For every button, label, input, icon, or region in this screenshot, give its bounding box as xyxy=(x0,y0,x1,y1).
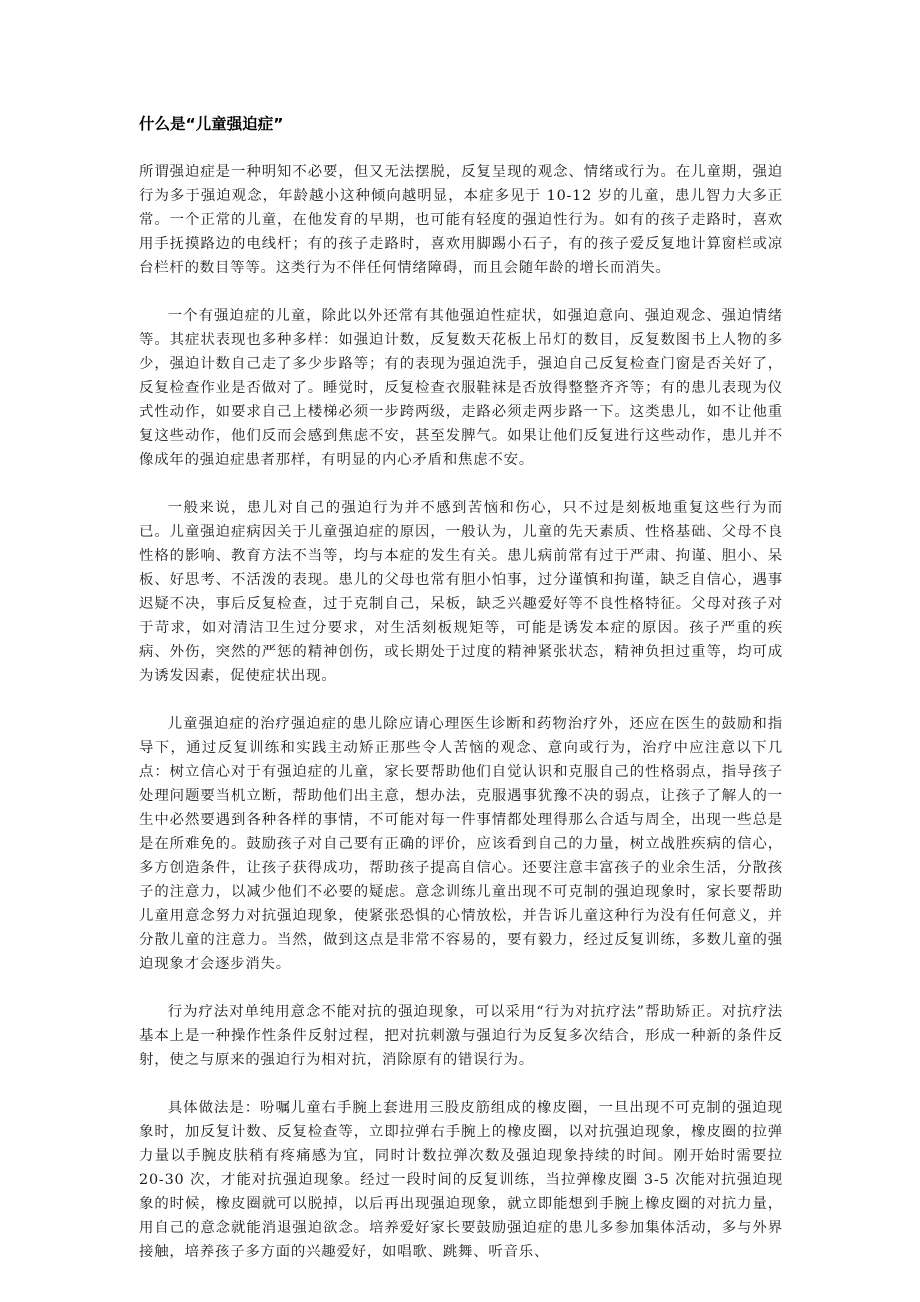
paragraph-causes: 一般来说，患儿对自己的强迫行为并不感到苦恼和伤心，只不过是刻板地重复这些行为而已。儿童强迫症病因关于儿童强迫症的原因，一般认为，儿童的先天素质、性格基础、父母不良性格的影响、教育方法不当等，均与本症的发生有关。患儿病前常有过于严肃、拘谨、胆小、呆板、好思考、不活泼的表现。患儿的父母也常有胆小怕事，过分谨慎和拘谨，缺乏自信心，遇事迟疑不决，事后反复检查，过于克制自己，呆板，缺乏兴趣爱好等不良性格特征。父母对孩子对于苛求，如对清洁卫生过分要求，对生活刻板规矩等，可能是诱发本症的原因。孩子严重的疾病、外伤，突然的严惩的精神创伤，或长期处于过度的精神紧张状态，精神负担过重等，均可成为诱发因素，促使症状出现。 xyxy=(139,500,783,684)
document-page xyxy=(139,112,783,1288)
paragraph-behavior-therapy: 行为疗法对单纯用意念不能对抗的强迫现象，可以采用“行为对抗疗法”帮助矫正。对抗疗法基本上是一种操作性条件反射过程，把对抗刺激与强迫行为反复多次结合，形成一种新的条件反射，使之与原来的强迫行为相对抗，消除原有的错误行为。 xyxy=(139,1004,783,1068)
paragraph-symptoms: 一个有强迫症的儿童，除此以外还常有其他强迫性症状，如强迫意向、强迫观念、强迫情绪等。其症状表现也多种多样：如强迫计数，反复数天花板上吊灯的数目，反复数图书上人物的多少，强迫计数自己走了多少步路等；有的表现为强迫洗手，强迫自己反复检查门窗是否关好了，反复检查作业是否做对了。睡觉时，反复检查衣服鞋袜是否放得整整齐齐等；有的患儿表现为仪式性动作，如要求自己上楼梯必须一步跨两级，走路必须走两步路一下。这类患儿，如不让他重复这些动作，他们反而会感到焦虑不安，甚至发脾气。如果让他们反复进行这些动作，患儿并不像成年的强迫症患者那样，有明显的内心矛盾和焦虑不安。 xyxy=(139,308,783,468)
document-title: 什么是“儿童强迫症” xyxy=(139,115,284,133)
paragraph-definition: 所谓强迫症是一种明知不必要，但又无法摆脱，反复呈现的观念、情绪或行为。在儿童期，强迫行为多于强迫观念，年龄越小这种倾向越明显，本症多见于 10-12 岁的儿童，患儿智力大多正常。一个正常的儿童，在他发育的早期，也可能有轻度的强迫性行为。如有的孩子走路时，喜欢用手抚摸路边的电线杆；有的孩子走路时，喜欢用脚踢小石子，有的孩子爱反复地计算窗栏或凉台栏杆的数目等等。这类行为不伴任何情绪障碍，而且会随年龄的增长而消失。 xyxy=(139,164,783,276)
paragraph-method: 具体做法是：吩嘱儿童右手腕上套进用三股皮筋组成的橡皮圈，一旦出现不可克制的强迫现象时，加反复计数、反复检查等，立即拉弹右手腕上的橡皮圈，以对抗强迫现象，橡皮圈的拉弹力量以手腕皮肤稍有疼痛感为宜，同时计数拉弹次数及强迫现象持续的时间。刚开始时需要拉 20-30 次，才能对抗强迫现象。经过一段时间的反复训练，当拉弹橡皮圈 3-5 次能对抗强迫现象的时候，橡皮圈就可以脱掉，以后再出现强迫现象，就立即能想到手腕上橡皮圈的对抗力量，用自己的意念就能消退强迫欲念。培养爱好家长要鼓励强迫症的患儿多参加集体活动，多与外界接触，培养孩子多方面的兴趣爱好，如唱歌、跳舞、听音乐、 xyxy=(139,1100,783,1260)
paragraph-treatment: 儿童强迫症的治疗强迫症的患儿除应请心理医生诊断和药物治疗外，还应在医生的鼓励和指导下，通过反复训练和实践主动矫正那些令人苦恼的观念、意向或行为，治疗中应注意以下几点：树立信心对于有强迫症的儿童，家长要帮助他们自觉认识和克服自己的性格弱点，指导孩子处理问题要当机立断，帮助他们出主意，想办法，克服遇事犹豫不决的弱点，让孩子了解人的一生中必然要遇到各种各样的事情，不可能对每一件事情都处理得那么合适与周全，出现一些总是是在所难免的。鼓励孩子对自己要有正确的评价，应该看到自己的力量，树立战胜疾病的信心，多方创造条件，让孩子获得成功，帮助孩子提高自信心。还要注意丰富孩子的业余生活，分散孩子的注意力，以减少他们不必要的疑虑。意念训练儿童出现不可克制的强迫现象时，家长要帮助儿童用意念努力对抗强迫现象，使紧张恐惧的心情放松，并告诉儿童这种行为没有任何意义，并分散儿童的注意力。当然，做到这点是非常不容易的，要有毅力，经过反复训练，多数儿童的强迫现象才会逐步消失。 xyxy=(139,716,783,972)
